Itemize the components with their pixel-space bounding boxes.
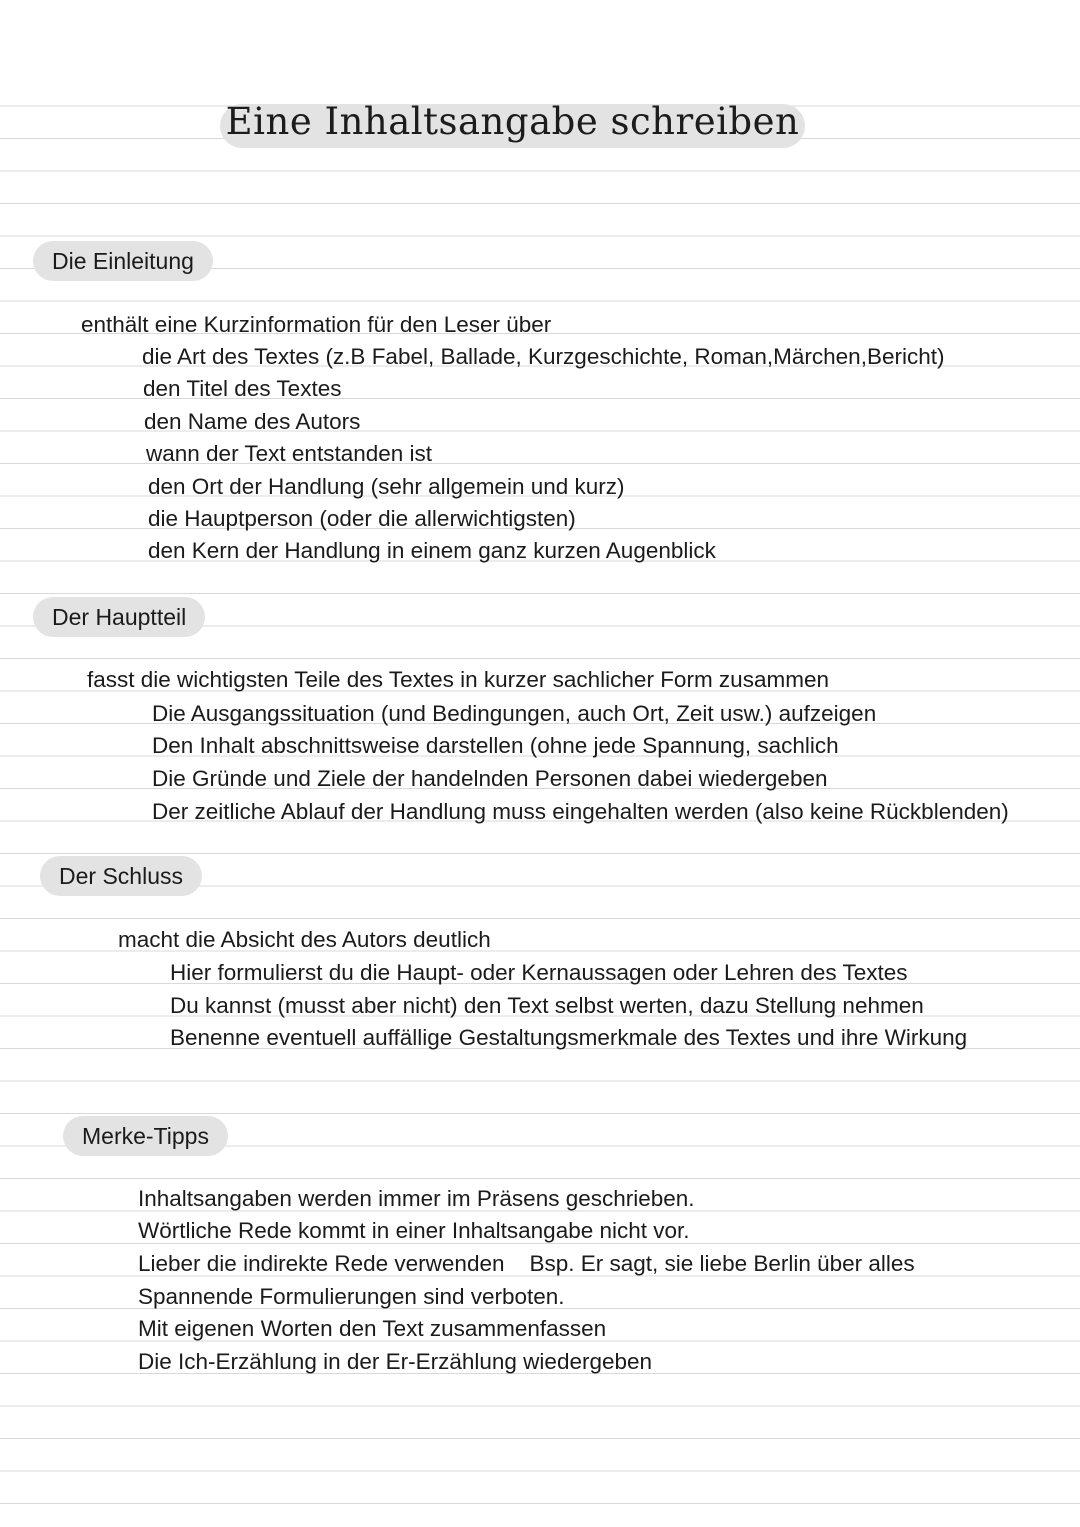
- tipp-item: Inhaltsangaben werden immer im Präsens geschrieben.: [138, 1186, 695, 1211]
- einleitung-item: wann der Text entstanden ist: [146, 441, 433, 466]
- schluss-intro: macht die Absicht des Autors deutlich: [118, 927, 491, 952]
- tipp-item: Mit eigenen Worten den Text zusammenfassen: [138, 1316, 607, 1341]
- hauptteil-intro: fasst die wichtigsten Teile des Textes in kurzer sachlicher Form zusammen: [87, 667, 829, 692]
- einleitung-item: den Titel des Textes: [143, 376, 342, 401]
- top-margin: [0, 0, 1080, 100]
- page-title: Eine Inhaltsangabe schreiben: [225, 100, 800, 143]
- schluss-item: Hier formulierst du die Haupt- oder Kernaussagen oder Lehren des Textes: [170, 960, 908, 985]
- einleitung-item: den Ort der Handlung (sehr allgemein und kurz): [148, 474, 625, 499]
- einleitung-item: den Kern der Handlung in einem ganz kurzen Augenblick: [148, 538, 716, 563]
- heading-einleitung: Die Einleitung: [33, 241, 213, 281]
- heading-hauptteil: Der Hauptteil: [33, 597, 205, 637]
- tipp-item: Die Ich-Erzählung in der Er-Erzählung wiedergeben: [138, 1349, 653, 1374]
- tipp-item: Lieber die indirekte Rede verwenden Bsp. Er sagt, sie liebe Berlin über alles: [138, 1251, 915, 1276]
- schluss-item: Benenne eventuell auffällige Gestaltungsmerkmale des Textes und ihre Wirkung: [170, 1025, 968, 1050]
- hauptteil-item: Die Gründe und Ziele der handelnden Personen dabei wiedergeben: [152, 766, 828, 791]
- heading-schluss: Der Schluss: [40, 856, 202, 896]
- schluss-item: Du kannst (musst aber nicht) den Text selbst werten, dazu Stellung nehmen: [170, 993, 924, 1018]
- heading-merke-tipps: Merke-Tipps: [63, 1116, 228, 1156]
- hauptteil-item: Die Ausgangssituation (und Bedingungen, auch Ort, Zeit usw.) aufzeigen: [152, 701, 877, 726]
- tipp-item: Spannende Formulierungen sind verboten.: [138, 1284, 565, 1309]
- hauptteil-item: Der zeitliche Ablauf der Handlung muss eingehalten werden (also keine Rückblenden): [152, 799, 1009, 824]
- einleitung-item: die Art des Textes (z.B Fabel, Ballade, Kurzgeschichte, Roman,Märchen,Bericht): [142, 344, 945, 369]
- einleitung-item: die Hauptperson (oder die allerwichtigsten): [148, 506, 576, 531]
- einleitung-item: den Name des Autors: [144, 409, 361, 434]
- einleitung-intro: enthält eine Kurzinformation für den Leser über: [81, 312, 552, 337]
- hauptteil-item: Den Inhalt abschnittsweise darstellen (ohne jede Spannung, sachlich: [152, 733, 839, 758]
- tipp-item: Wörtliche Rede kommt in einer Inhaltsangabe nicht vor.: [138, 1218, 690, 1243]
